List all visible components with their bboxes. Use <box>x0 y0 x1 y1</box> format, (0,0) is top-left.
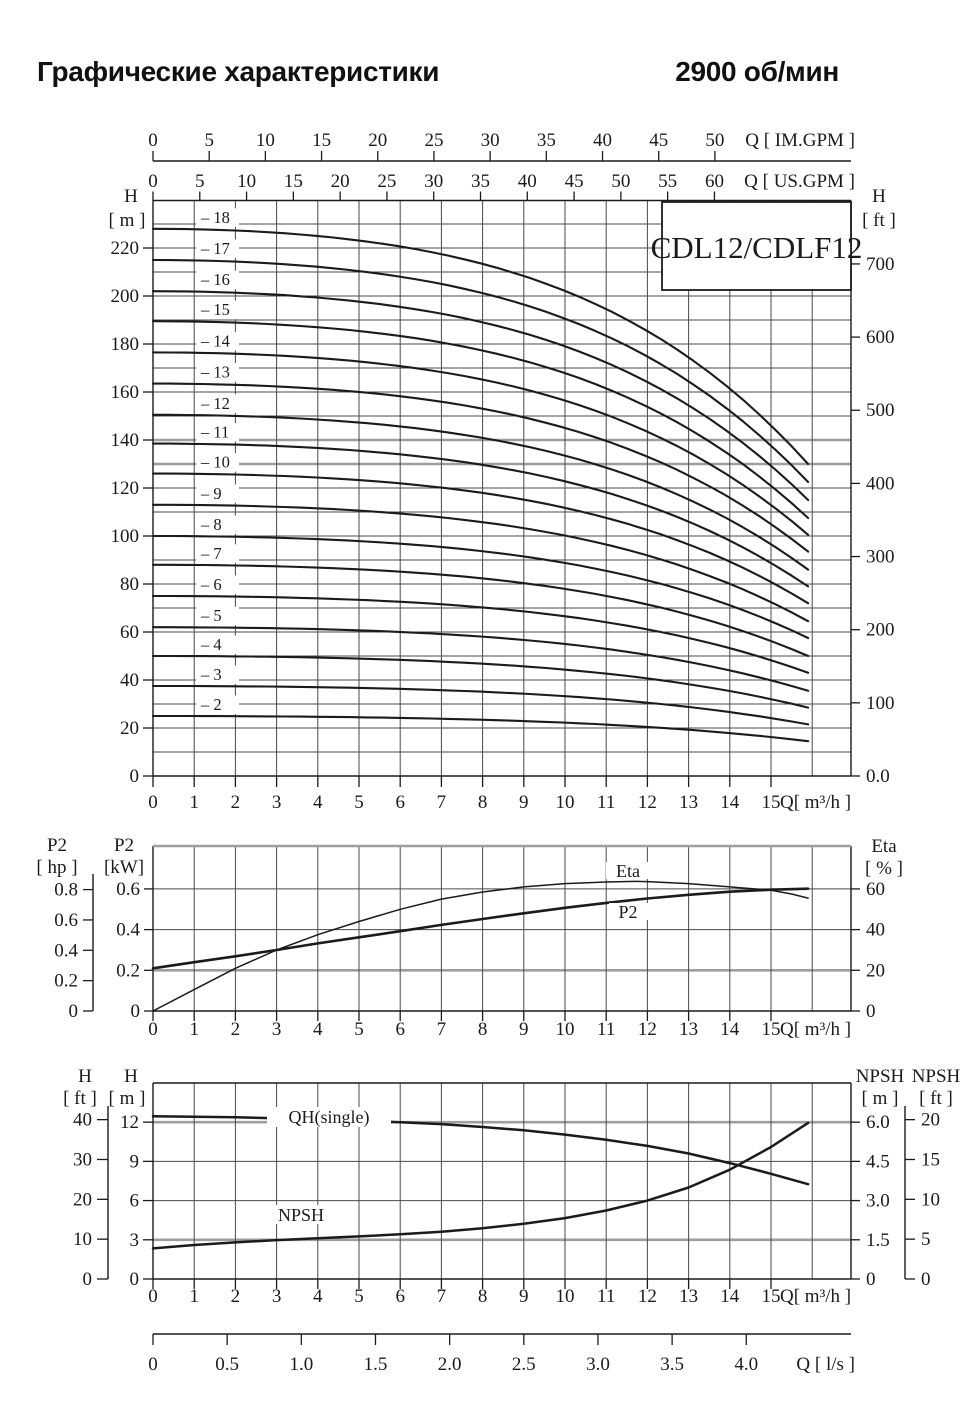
npsh-chart <box>63 1066 960 1307</box>
rpm-label: 2900 об/мин <box>675 56 839 87</box>
x-tick-label: 3 <box>271 1019 282 1040</box>
stage-label: – 17 <box>201 239 230 258</box>
ls-tick-label: 2.0 <box>437 1354 462 1375</box>
im-gpm-tick-label: 35 <box>536 130 556 151</box>
curve-stage-2 <box>153 716 808 741</box>
h-ft-tick-label: 500 <box>866 400 895 422</box>
stage-label: – 15 <box>201 300 230 320</box>
x-tick-label: 0 <box>148 792 158 813</box>
h-m-tick-label: 220 <box>110 238 139 259</box>
curve-stage-14 <box>153 352 808 534</box>
us-gpm-tick-label: 55 <box>658 171 678 192</box>
x-tick-label: 1 <box>189 1286 199 1307</box>
ls-tick-label: 3.0 <box>586 1354 610 1375</box>
npsh-ft-tick-label: 0 <box>921 1269 931 1290</box>
im-gpm-tick-label: 50 <box>705 130 725 151</box>
x-tick-label: 15 <box>761 1286 781 1307</box>
hp-tick-label: 0.6 <box>54 909 78 931</box>
hp-tick-label: 0.8 <box>54 879 78 901</box>
npsh-ft-tick-label: 15 <box>921 1149 940 1171</box>
us-gpm-tick-label: 30 <box>424 171 444 192</box>
us-gpm-tick-label: 20 <box>330 171 350 192</box>
kw-tick-label: 0 <box>130 1001 140 1022</box>
ft-tick-label: 40 <box>73 1109 92 1131</box>
us-gpm-tick-label: 40 <box>517 171 537 192</box>
eta-unit: [ % ] <box>865 858 903 879</box>
npsh-ft-unit: [ ft ] <box>919 1088 953 1109</box>
ls-unit-label: Q [ l/s ] <box>796 1354 855 1375</box>
stage-label: – 3 <box>201 665 222 684</box>
stage-label: – 12 <box>201 393 230 413</box>
h-m-tick-label: 40 <box>120 670 139 691</box>
h-m-tick-label: 0 <box>129 766 139 787</box>
h-ft-tick-label: 0.0 <box>866 766 890 787</box>
x-tick-label: 4 <box>313 792 323 813</box>
ls-tick-label: 1.0 <box>289 1354 314 1375</box>
x-tick-label: 10 <box>555 1286 575 1307</box>
eta-curve-label: Eta <box>616 861 640 881</box>
x-tick-label: 7 <box>436 1019 447 1040</box>
stage-label: – 5 <box>201 606 222 626</box>
x-tick-label: 11 <box>597 792 616 813</box>
stage-label: – 18 <box>201 207 230 227</box>
x-tick-label: 2 <box>230 1019 241 1040</box>
us-gpm-unit-label: Q [ US.GPM ] <box>744 171 855 192</box>
x-tick-label: 8 <box>477 1019 488 1040</box>
im-gpm-tick-label: 20 <box>368 130 388 151</box>
curve-qh-single <box>153 1116 808 1184</box>
npsh-m-name: NPSH <box>855 1066 905 1087</box>
ls-tick-label: 2.5 <box>511 1354 536 1375</box>
x-tick-label: 5 <box>354 1019 364 1040</box>
npsh-ft-tick-label: 10 <box>921 1189 940 1211</box>
x-tick-label: 6 <box>395 792 405 813</box>
x-tick-label: 9 <box>519 1019 529 1040</box>
us-gpm-tick-label: 50 <box>611 171 631 192</box>
x-unit-label: Q[ m³/h ] <box>780 792 852 813</box>
curve-stage-8 <box>153 536 808 638</box>
im-gpm-tick-label: 5 <box>204 130 214 151</box>
curve-npsh <box>153 1123 808 1249</box>
ls-tick-label: 1.5 <box>363 1354 388 1375</box>
stage-label: – 10 <box>201 452 230 472</box>
top-axes <box>148 130 855 201</box>
stage-label: – 16 <box>201 270 230 290</box>
h-ft-tick-label: 700 <box>866 253 895 275</box>
h-m-unit: [ m ] <box>108 1088 146 1109</box>
h-m-tick-label: 200 <box>110 286 139 307</box>
p2-kw-unit: [kW] <box>103 857 145 878</box>
main-y-right-name: H <box>872 186 886 207</box>
m-tick-label: 0 <box>129 1269 139 1290</box>
h-ft-name: H <box>78 1066 92 1087</box>
h-m-tick-label: 80 <box>120 574 139 595</box>
kw-tick-label: 0.2 <box>116 960 140 982</box>
ft-tick-label: 30 <box>73 1149 92 1171</box>
im-gpm-tick-label: 25 <box>424 130 444 151</box>
page-title: Графические характеристики <box>37 56 440 87</box>
x-tick-label: 10 <box>555 1019 575 1040</box>
x-tick-label: 6 <box>395 1019 405 1040</box>
h-m-tick-label: 20 <box>120 718 139 739</box>
im-gpm-tick-label: 30 <box>480 130 500 151</box>
main-y-left-name: H <box>124 186 138 207</box>
h-m-tick-label: 120 <box>110 478 139 499</box>
x-tick-label: 14 <box>720 1286 740 1307</box>
h-ft-unit: [ ft ] <box>63 1088 97 1109</box>
x-tick-label: 14 <box>720 792 740 813</box>
h-ft-tick-label: 200 <box>866 619 895 641</box>
us-gpm-tick-label: 35 <box>471 171 491 192</box>
m-tick-label: 3 <box>129 1229 139 1251</box>
x-tick-label: 15 <box>761 792 781 813</box>
npsh-m-tick-label: 3.0 <box>866 1190 890 1212</box>
eta-tick-label: 40 <box>866 919 885 941</box>
x-tick-label: 12 <box>637 1286 657 1307</box>
npsh-ft-tick-label: 20 <box>921 1109 940 1131</box>
hp-tick-label: 0.4 <box>54 940 78 962</box>
main-y-left-unit: [ m ] <box>108 210 146 231</box>
p2-kw-name: P2 <box>113 835 135 856</box>
kw-tick-label: 0.6 <box>116 878 140 900</box>
model-label: CDL12/CDLF12 <box>650 230 863 265</box>
x-tick-label: 8 <box>477 1286 488 1307</box>
npsh-ft-name: NPSH <box>911 1066 961 1087</box>
npsh-m-unit: [ m ] <box>861 1088 899 1109</box>
curve-eta <box>153 881 808 1011</box>
npsh-m-tick-label: 4.5 <box>866 1151 890 1173</box>
x-tick-label: 5 <box>354 1286 364 1307</box>
us-gpm-tick-label: 60 <box>704 171 724 192</box>
h-m-name: H <box>124 1066 138 1087</box>
x-tick-label: 7 <box>436 1286 447 1307</box>
h-ft-tick-label: 600 <box>866 327 895 349</box>
x-tick-label: 11 <box>597 1286 616 1307</box>
im-gpm-tick-label: 15 <box>312 130 332 151</box>
x-tick-label: 2 <box>230 1286 241 1307</box>
x-tick-label: 13 <box>679 1019 699 1040</box>
ft-tick-label: 0 <box>82 1269 92 1290</box>
x-tick-label: 12 <box>637 792 657 813</box>
main-y-right-unit: [ ft ] <box>862 210 896 231</box>
stage-label: – 9 <box>201 483 222 503</box>
im-gpm-unit-label: Q [ IM.GPM ] <box>745 130 855 151</box>
x-tick-label: 4 <box>313 1286 323 1307</box>
power-chart <box>36 835 903 1040</box>
h-ft-tick-label: 400 <box>866 473 895 495</box>
eta-tick-label: 0 <box>866 1001 876 1022</box>
stage-label: – 11 <box>201 422 230 442</box>
p2-curve-label: P2 <box>618 902 638 922</box>
ft-tick-label: 20 <box>73 1189 92 1211</box>
x-tick-label: 0 <box>148 1286 158 1307</box>
ls-tick-label: 0.5 <box>215 1354 240 1375</box>
npsh-m-tick-label: 1.5 <box>866 1229 890 1251</box>
x-tick-label: 1 <box>189 792 199 813</box>
stage-label: – 13 <box>201 362 230 382</box>
h-ft-tick-label: 100 <box>866 692 895 714</box>
stage-label: – 6 <box>201 575 222 594</box>
x-tick-label: 14 <box>720 1019 740 1040</box>
im-gpm-tick-label: 10 <box>255 130 275 151</box>
h-m-tick-label: 140 <box>110 430 139 451</box>
ls-tick-label: 4.0 <box>734 1354 759 1375</box>
stage-label: – 2 <box>201 695 222 714</box>
im-gpm-tick-label: 40 <box>593 130 613 151</box>
ls-axis <box>148 1334 855 1375</box>
ft-tick-label: 10 <box>73 1229 92 1251</box>
x-tick-label: 2 <box>230 792 241 813</box>
x-tick-label: 9 <box>519 792 529 813</box>
qh-single-curve-label: QH(single) <box>288 1107 370 1127</box>
stage-label: – 14 <box>201 331 230 351</box>
m-tick-label: 6 <box>129 1190 139 1212</box>
m-tick-label: 9 <box>129 1151 139 1173</box>
x-tick-label: 8 <box>477 792 488 813</box>
x-tick-label: 11 <box>597 1019 616 1040</box>
h-ft-tick-label: 300 <box>866 546 895 568</box>
x-tick-label: 6 <box>395 1286 405 1307</box>
us-gpm-tick-label: 15 <box>283 171 303 192</box>
hp-tick-label: 0.2 <box>54 970 78 992</box>
h-m-tick-label: 60 <box>120 622 139 643</box>
ls-tick-label: 3.5 <box>660 1354 684 1375</box>
us-gpm-tick-label: 45 <box>564 171 584 192</box>
us-gpm-tick-label: 25 <box>377 171 397 192</box>
im-gpm-tick-label: 0 <box>148 130 158 151</box>
x-tick-label: 7 <box>436 792 447 813</box>
x-tick-label: 13 <box>679 792 699 813</box>
eta-tick-label: 20 <box>866 960 885 982</box>
x-tick-label: 1 <box>189 1019 199 1040</box>
x-tick-label: 3 <box>271 1286 282 1307</box>
curve-stage-3 <box>153 686 808 724</box>
curve-p2 <box>153 889 808 969</box>
p2-hp-name: P2 <box>46 835 68 856</box>
ls-tick-label: 0 <box>148 1354 158 1375</box>
stage-label: – 8 <box>201 515 222 534</box>
x-tick-label: 9 <box>519 1286 529 1307</box>
curve-stage-4 <box>153 656 808 708</box>
x-tick-label: 12 <box>637 1019 657 1040</box>
stage-label: – 4 <box>201 635 222 654</box>
x-unit-label: Q[ m³/h ] <box>780 1019 852 1040</box>
us-gpm-tick-label: 5 <box>195 171 205 192</box>
curve-stage-9 <box>153 505 808 621</box>
x-tick-label: 10 <box>555 792 575 813</box>
x-tick-label: 4 <box>313 1019 323 1040</box>
npsh-curve-label: NPSH <box>277 1205 325 1225</box>
stage-label: – 7 <box>201 543 222 563</box>
x-tick-label: 13 <box>679 1286 699 1307</box>
eta-name: Eta <box>871 836 897 857</box>
x-tick-label: 3 <box>271 792 282 813</box>
p2-hp-unit: [ hp ] <box>36 857 78 878</box>
hp-tick-label: 0 <box>68 1001 78 1022</box>
curve-stage-5 <box>153 627 808 691</box>
npsh-m-tick-label: 6.0 <box>866 1112 890 1134</box>
curve-stage-13 <box>153 384 808 552</box>
h-m-tick-label: 180 <box>110 334 139 355</box>
npsh-m-tick-label: 0 <box>866 1269 876 1290</box>
x-unit-label: Q[ m³/h ] <box>780 1286 852 1307</box>
us-gpm-tick-label: 0 <box>148 171 158 192</box>
eta-tick-label: 60 <box>866 878 885 900</box>
us-gpm-tick-label: 10 <box>237 171 257 192</box>
main-chart <box>109 186 896 813</box>
h-m-tick-label: 100 <box>110 526 139 547</box>
x-tick-label: 0 <box>148 1019 158 1040</box>
x-tick-label: 15 <box>761 1019 781 1040</box>
im-gpm-tick-label: 45 <box>649 130 669 151</box>
npsh-ft-tick-label: 5 <box>921 1229 931 1251</box>
h-m-tick-label: 160 <box>110 382 139 403</box>
m-tick-label: 12 <box>120 1112 139 1134</box>
x-tick-label: 5 <box>354 792 364 813</box>
kw-tick-label: 0.4 <box>116 919 140 941</box>
